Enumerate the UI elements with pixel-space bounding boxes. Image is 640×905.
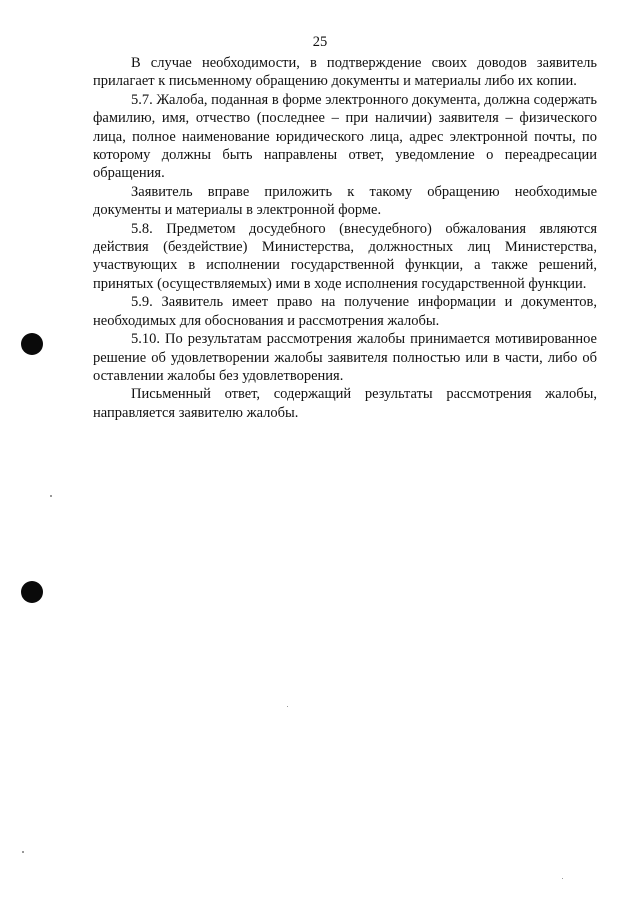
scan-speck xyxy=(22,851,24,853)
paragraph-5-9-right-to-information: 5.9. Заявитель имеет право на получение информации и документов, необходимых для обоснования и рассмотрения жалобы. xyxy=(93,294,597,329)
paragraph-5-7-electronic-complaint: 5.7. Жалоба, поданная в форме электронного документа, должна содержать фамилию, имя, отчество (последнее – при наличии) заявителя – физического лица, полное наименование юридического лица, адрес электронной почты, по которому должны быть направлены ответ, уведомление о переадресации обращения. xyxy=(93,91,597,182)
scan-speck xyxy=(287,706,288,707)
paragraph-5-8-subject-of-appeal: 5.8. Предметом досудебного (внесудебного) обжалования являются действия (бездействие) Министерства, должностных лиц Министерства, участвующих в исполнении государственной функции, а также решений, принятых (осуществляемых) ими в ходе исполнения государственной функции. xyxy=(93,220,597,292)
scan-speck xyxy=(50,495,52,497)
page-number: 25 xyxy=(312,34,328,50)
scan-speck xyxy=(562,878,563,879)
paragraph-written-response: Письменный ответ, содержащий результаты рассмотрения жалобы, направляется заявителю жалобы. xyxy=(93,386,597,421)
punch-hole-top xyxy=(21,333,43,355)
paragraph-5-10-decision: 5.10. По результатам рассмотрения жалобы принимается мотивированное решение об удовлетворении жалобы заявителя полностью или в части, либо об оставлении жалобы без удовлетворения. xyxy=(93,331,597,384)
punch-hole-bottom xyxy=(21,581,43,603)
paragraph-supporting-documents: В случае необходимости, в подтверждение своих доводов заявитель прилагает к письменному обращению документы и материалы либо их копии. xyxy=(93,55,597,90)
paragraph-electronic-attachments: Заявитель вправе приложить к такому обращению необходимые документы и материалы в электронной форме. xyxy=(93,183,597,219)
document-body xyxy=(93,54,597,422)
